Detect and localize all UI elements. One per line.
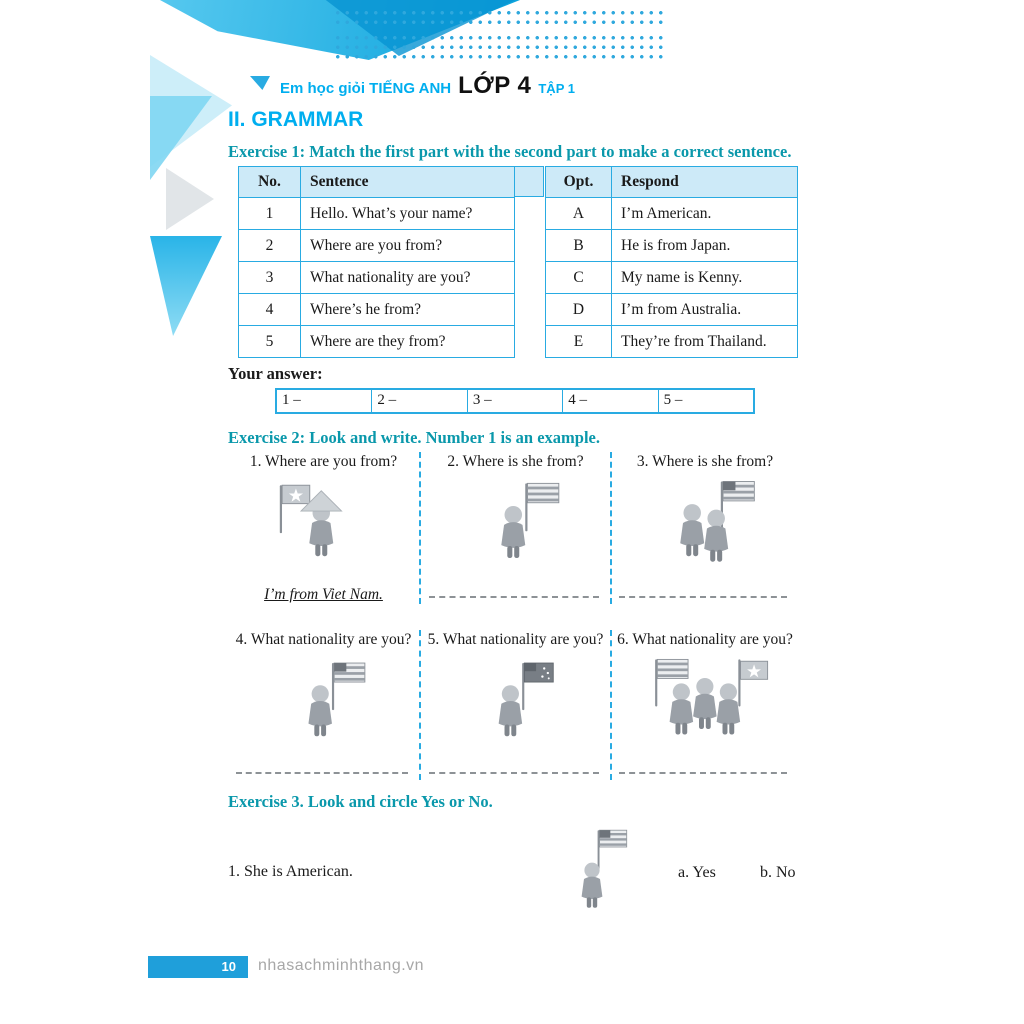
- cell-no: 5: [239, 326, 301, 358]
- answer-blank-line: [619, 596, 786, 598]
- exercise1-tables: [238, 166, 798, 358]
- title-marker-triangle-icon: [250, 76, 270, 90]
- table-row: [546, 198, 798, 230]
- figure-wrapper: [612, 476, 798, 582]
- answer-box-2: 2 –: [372, 390, 467, 412]
- option-no: b. No: [760, 864, 796, 881]
- question-text: 1. Where are you from?: [249, 453, 398, 470]
- your-answer-label: Your answer:: [228, 364, 323, 383]
- cell-sentence: What nationality are you?: [301, 262, 515, 294]
- answer-blank-line: [429, 596, 599, 598]
- cell-sentence: Where are you from?: [301, 230, 515, 262]
- cell-respond: I’m from Australia.: [612, 294, 798, 326]
- answer-blank-line: [619, 772, 786, 774]
- kids-group-flags-image: [628, 654, 782, 758]
- cell-sentence: Where’s he from?: [301, 294, 515, 326]
- publisher-website: nhasachminhthang.vn: [258, 957, 425, 974]
- exercise2-item-5: [421, 630, 612, 780]
- table-row: [239, 294, 515, 326]
- exercise2-item-4: [228, 630, 421, 780]
- cell-no: 4: [239, 294, 301, 326]
- cell-sentence: Hello. What’s your name?: [301, 198, 515, 230]
- exercise2-item-6: [612, 630, 798, 780]
- cell-respond: They’re from Thailand.: [612, 326, 798, 358]
- section-heading: II. GRAMMAR: [228, 108, 364, 131]
- example-answer: I’m from Viet Nam.: [264, 586, 383, 603]
- left-margin-triangle-decoration: [150, 96, 212, 180]
- table-row: [239, 230, 515, 262]
- table-row: [239, 326, 515, 358]
- cell-opt: E: [546, 326, 612, 358]
- answer-box-4: 4 –: [563, 390, 658, 412]
- exercise2-item-2: [421, 452, 612, 604]
- cell-no: 3: [239, 262, 301, 294]
- volume-title: TẬP 1: [538, 81, 575, 96]
- table-row: [546, 262, 798, 294]
- cell-no: 2: [239, 230, 301, 262]
- series-title: Em học giỏi TIẾNG ANH: [280, 80, 452, 97]
- option-yes: a. Yes: [678, 864, 716, 881]
- answer-box-3: 3 –: [468, 390, 563, 412]
- boy-usa-flag-image: [256, 654, 392, 758]
- table-row: [239, 198, 515, 230]
- figure-wrapper: [612, 654, 798, 758]
- answer-box-5: 5 –: [663, 392, 683, 408]
- respond-table: [545, 166, 798, 358]
- cell-no: 1: [239, 198, 301, 230]
- halftone-dots-decoration: [333, 8, 663, 27]
- exercise3-title: Exercise 3. Look and circle Yes or No.: [228, 792, 493, 811]
- question-text: 6. What nationality are you?: [617, 631, 793, 648]
- page-number-bar: 10: [148, 956, 248, 978]
- boy-australia-flag-image: [448, 654, 584, 758]
- figure-wrapper: [421, 654, 610, 758]
- cell-opt: C: [546, 262, 612, 294]
- sentence-table: [238, 166, 515, 358]
- question-text: 4. What nationality are you?: [235, 631, 412, 648]
- kids-malaysia-flag-image: [636, 476, 774, 582]
- exercise1-title: Exercise 1: Match the first part with the second part to make a correct sentence.: [228, 142, 792, 161]
- halftone-dots-decoration: [333, 33, 663, 60]
- grade-title: LỚP 4: [458, 72, 532, 99]
- exercise2-title: Exercise 2: Look and write. Number 1 is an example.: [228, 428, 600, 447]
- table-row: [546, 326, 798, 358]
- cell-opt: D: [546, 294, 612, 326]
- girl-vietnam-flag-image: [254, 476, 392, 582]
- column-header-opt: Opt.: [546, 167, 612, 198]
- exercise2-row-1: [228, 452, 798, 604]
- exercise2-item-1: [228, 452, 421, 604]
- table-row: [546, 230, 798, 262]
- cell-respond: He is from Japan.: [612, 230, 798, 262]
- table-row: [546, 294, 798, 326]
- book-title: [280, 72, 575, 100]
- answer-box-1: 1 –: [277, 390, 372, 412]
- left-margin-triangle-decoration: [150, 236, 222, 336]
- question-text: 2. Where is she from?: [447, 453, 584, 470]
- exercise2-item-3: [612, 452, 798, 604]
- table-header-row: [546, 167, 798, 198]
- cell-sentence: Where are they from?: [301, 326, 515, 358]
- answer-boxes-row: [275, 388, 755, 414]
- exercise3-statement: 1. She is American.: [228, 863, 353, 880]
- figure-wrapper: [228, 476, 419, 582]
- girl-usa-flag-image: [556, 822, 636, 924]
- column-header-respond: Respond: [612, 167, 798, 198]
- cell-opt: A: [546, 198, 612, 230]
- figure-wrapper: [421, 476, 610, 582]
- question-text: 3. Where is she from?: [636, 453, 774, 470]
- cell-opt: B: [546, 230, 612, 262]
- question-text: 5. What nationality are you?: [427, 631, 604, 648]
- girl-thailand-flag-image: [446, 476, 584, 582]
- table-header-row: [239, 167, 515, 198]
- answer-blank-line: [236, 772, 408, 774]
- cell-respond: I’m American.: [612, 198, 798, 230]
- cell-respond: My name is Kenny.: [612, 262, 798, 294]
- figure-wrapper: [228, 654, 419, 758]
- left-margin-triangle-decoration: [166, 168, 214, 230]
- column-header-no: No.: [239, 167, 301, 198]
- exercise2-row-2: [228, 630, 798, 780]
- table-gap-header-cell: [514, 166, 544, 197]
- answer-blank-line: [429, 772, 599, 774]
- table-row: [239, 262, 515, 294]
- column-header-sentence: Sentence: [301, 167, 515, 198]
